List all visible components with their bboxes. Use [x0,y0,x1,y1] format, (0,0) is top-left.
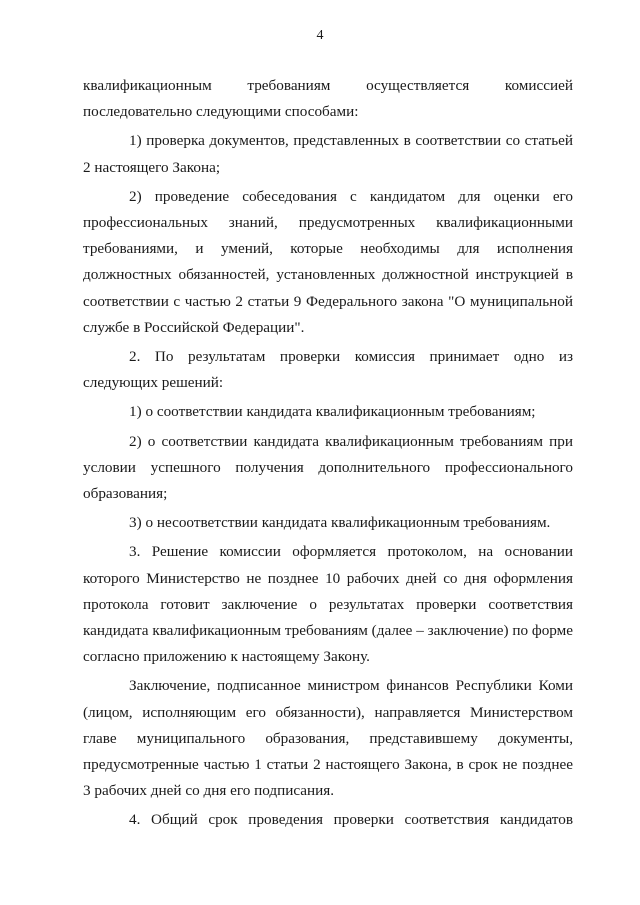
paragraph-item-2-3: 3) о несоответствии кандидата квалификационным требованиям. [129,514,551,532]
paragraph-item-2-1: 1) о соответствии кандидата квалификационным требованиям; [129,403,536,421]
paragraph-item-2-2: 2) о соответствии кандидата квалификационным требованиям при условии успешного получения дополнительного профессионального образования; [83,432,573,503]
paragraph-conclusion: Заключение, подписанное министром финансов Республики Коми (лицом, исполняющим его обязанности), направляется Министерством главе муниципального образования, представившему документы, предусмотренные частью 1 статьи 2 настоящего Закона, в срок не позднее 3 рабочих дней со дня его подписания. [83,677,573,800]
paragraph-section-4: 4. Общий срок проведения проверки соответствия кандидатов [129,811,573,829]
paragraph-item-1-1: 1) проверка документов, представленных в соответствии со статьей 2 настоящего Закона; [83,132,573,176]
page-number: 4 [316,28,324,43]
paragraph-item-1-2: 2) проведение собеседования с кандидатом для оценки его профессиональных знаний, предусмотренных квалификационными требованиями, и умений, которые необходимы для исполнения должностных обязанностей, установленных должностной инструкцией в соответствии с частью 2 статьи 9 Федерального закона "О муниципальной службе в Российской Федерации". [83,187,573,336]
document-body [83,73,573,837]
paragraph-section-2: 2. По результатам проверки комиссия принимает одно из следующих решений: [83,348,573,392]
paragraph-continuation: квалификационным требованиям осуществляется комиссией последовательно следующими способами: [83,77,573,121]
paragraph-section-3: 3. Решение комиссии оформляется протоколом, на основании которого Министерство не позднее 10 рабочих дней со дня оформления протокола готовит заключение о результатах проверки соответствия кандидата квалификационным требованиям (далее – заключение) по форме согласно приложению к настоящему Закону. [83,543,573,666]
